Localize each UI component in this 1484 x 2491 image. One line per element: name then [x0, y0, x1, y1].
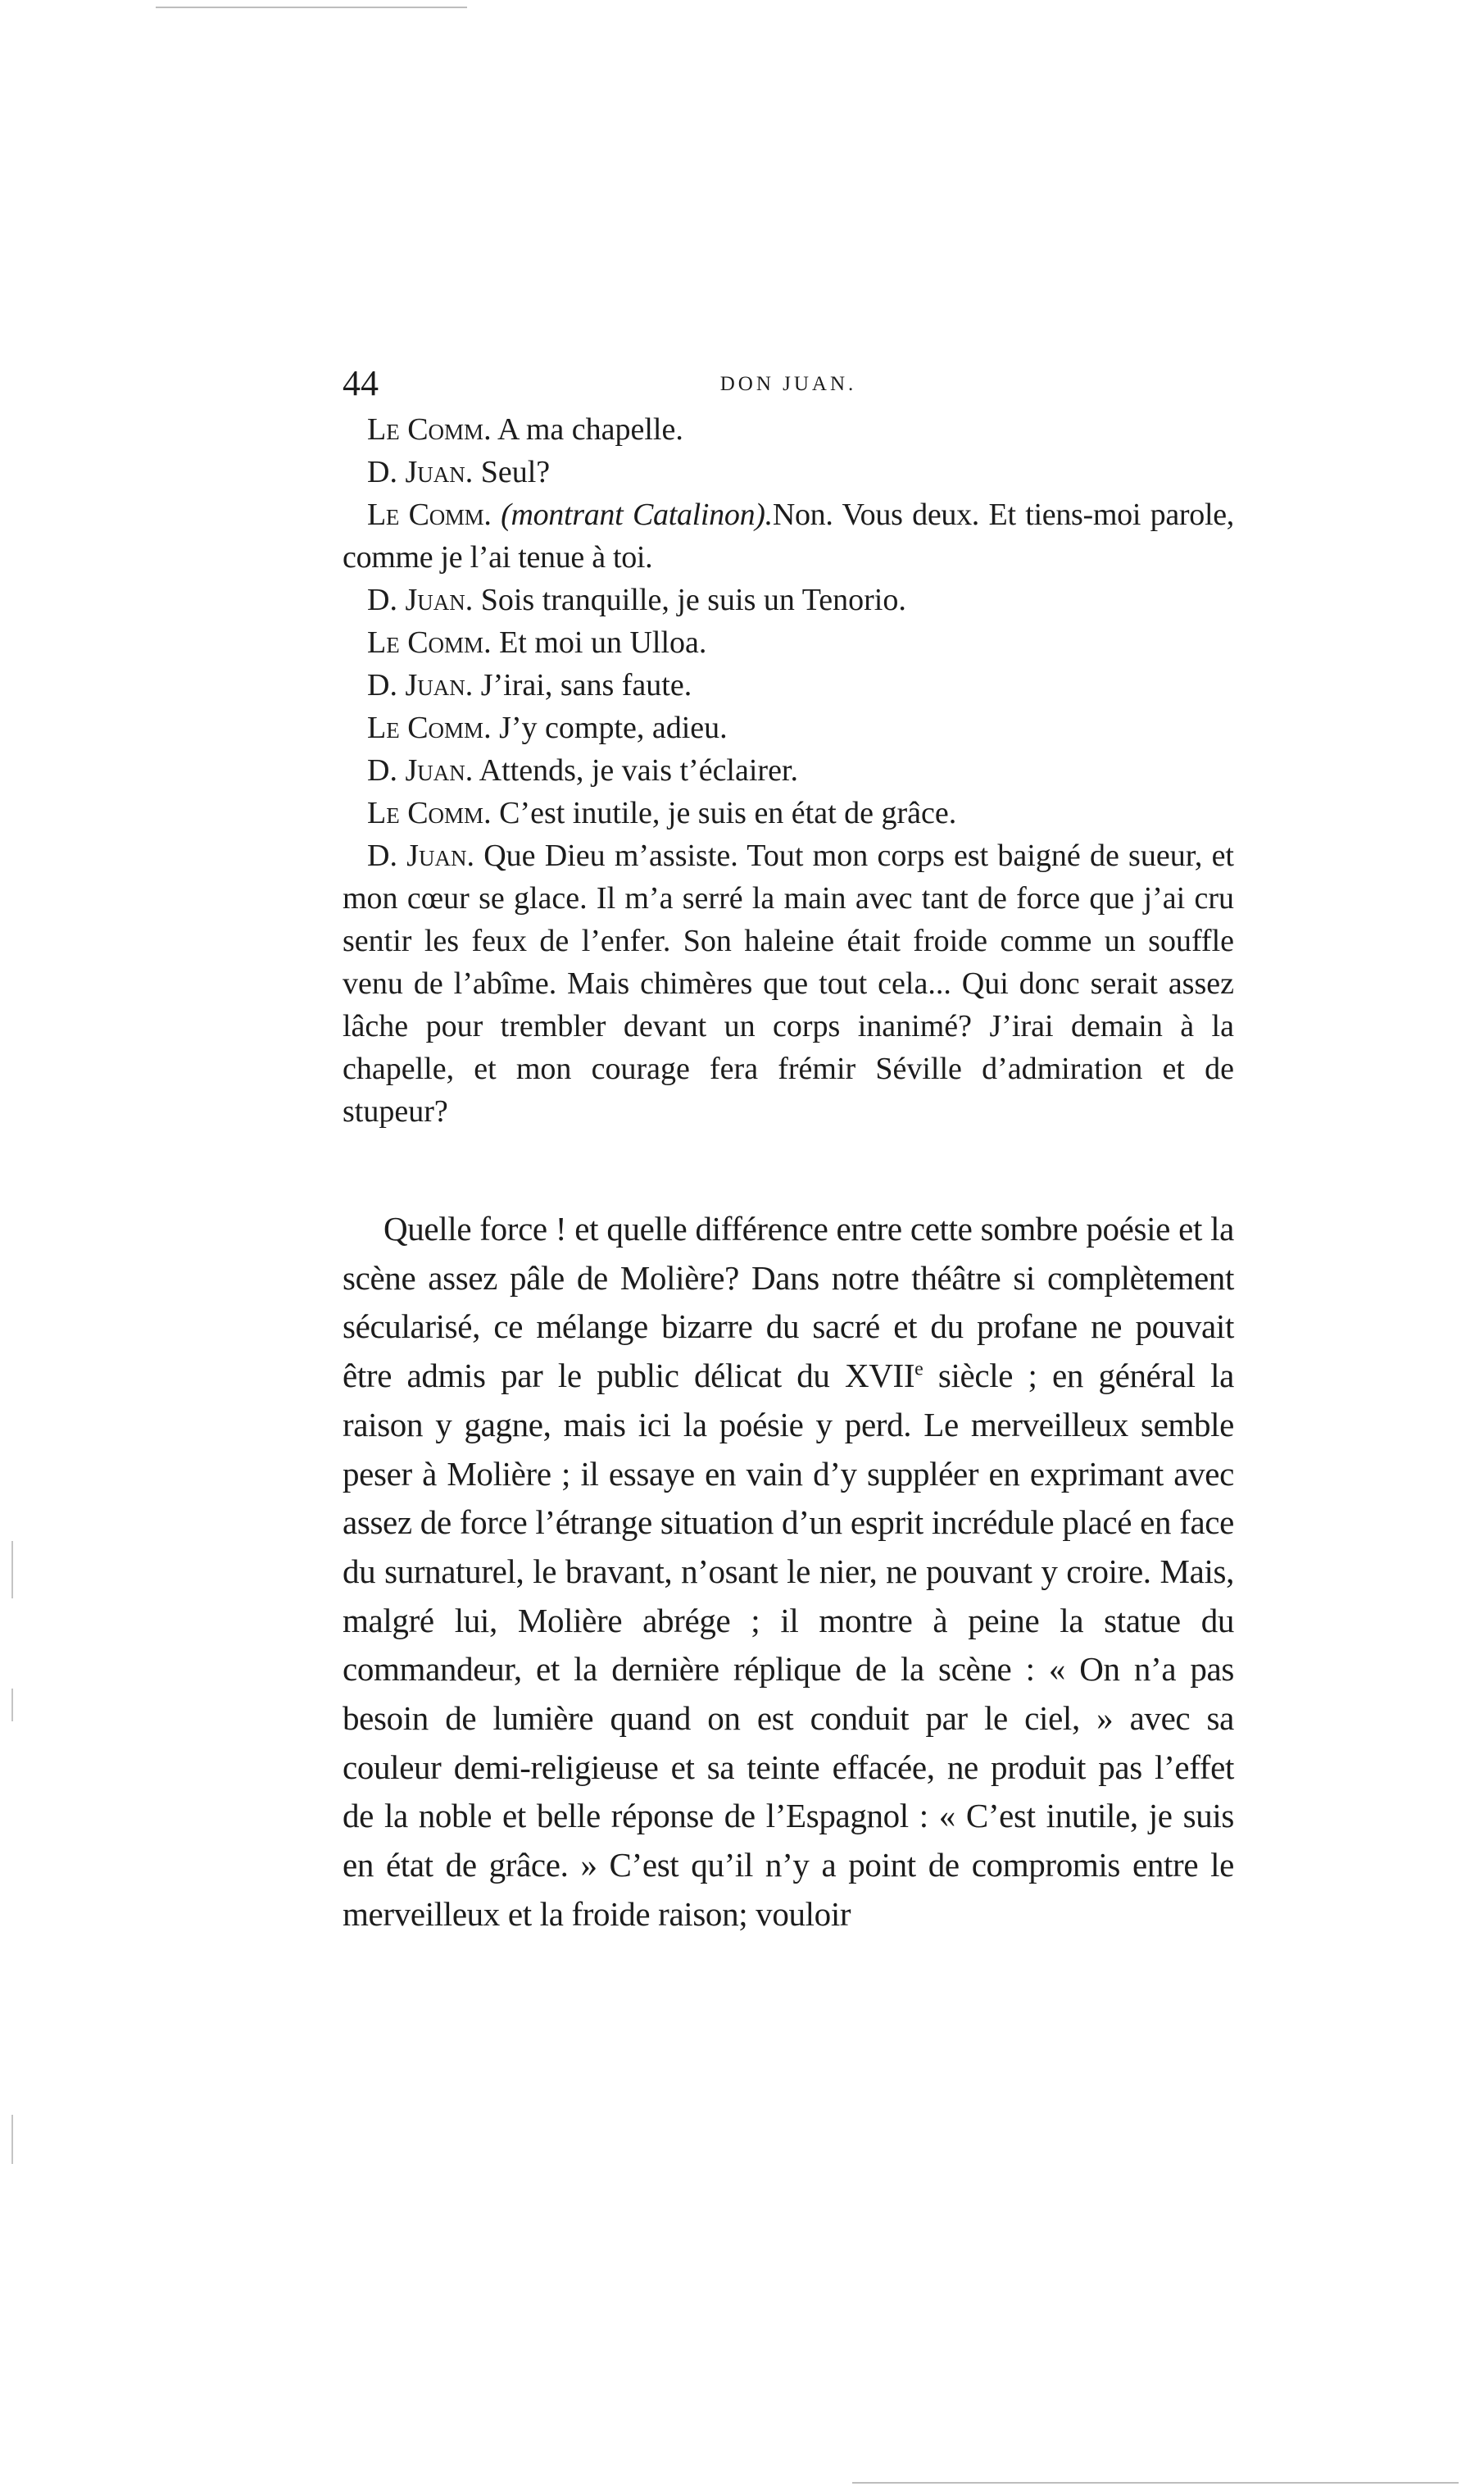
dialogue-line: [343, 408, 1234, 451]
dialogue-text: Sois tranquille, je suis un Tenorio.: [480, 583, 906, 617]
page-number: 44: [343, 363, 379, 403]
dialogue-line: [343, 792, 1234, 834]
commentary-text-part: siècle ; en général la raison y gagne, mais ici la poésie y perd. Le merveilleux semble peser à Molière ; il essaye en vain d’y suppléer en exprimant avec assez de force l’étrange situation d’un esprit incrédule placé en face du surnaturel, le bravant, n’osant le nier, ne pouvant y croire. Mais, malgré lui, Molière abrége ; il montre à peine la statue du commandeur, et la dernière réplique de la scène : « On n’a pas besoin de lumière quand on est conduit par le ciel, » avec sa couleur demi-religieuse et sa teinte effacée, ne produit pas l’effet de la noble et belle réponse de l’Espagnol : « C’est inutile, je suis en état de grâce. » C’est qu’il n’y a point de compromis entre le merveilleux et la froide raison; vouloir: [343, 1357, 1234, 1933]
speaker-name: Le Comm.: [367, 625, 492, 660]
dialogue-line: [343, 451, 1234, 493]
page-header: [343, 361, 1234, 407]
left-margin-mark: [11, 1541, 13, 1598]
commentary-text-part: Quelle force ! et quelle différence entre cette sombre poésie et la scène assez pâle de Molière? Dans notre théâtre si complètement sécularisé, ce mélange bizarre du sacré et du profane ne pouvait être admis par le public délicat du: [343, 1210, 1234, 1395]
dialogue-line: [343, 664, 1234, 707]
dialogue-line: [343, 834, 1234, 1133]
speaker-name: Le Comm.: [367, 412, 492, 447]
speaker-name: D. Juan.: [367, 583, 474, 617]
commentary-text: [343, 1205, 1234, 1939]
speaker-name: Le Comm.: [367, 498, 492, 532]
dialogue-text: Que Dieu m’assiste. Tout mon corps est baigné de sueur, et mon cœur se glace. Il m’a serré la main avec tant de force que j’ai cru sentir les feux de l’enfer. Son haleine était froide comme un souffle venu de l’abîme. Mais chimères que tout cela... Qui donc serait assez lâche pour trembler devant un corps inanimé? J’irai demain à la chapelle, et mon courage fera frémir Séville d’admiration et de stupeur?: [343, 839, 1234, 1129]
century-numeral: XVII: [845, 1357, 915, 1395]
dialogue-text: J’irai, sans faute.: [480, 668, 692, 702]
speaker-name: Le Comm.: [367, 711, 492, 745]
dialogue-line: [343, 707, 1234, 749]
dialogue-text: Seul?: [480, 455, 551, 489]
dialogue-block: [343, 408, 1234, 1133]
left-margin-mark: [11, 2115, 13, 2164]
commentary-paragraph: [343, 1205, 1234, 1939]
century-suffix: e: [914, 1358, 924, 1380]
dialogue-line: [343, 621, 1234, 664]
dialogue-text: Attends, je vais t’éclairer.: [479, 753, 798, 788]
dialogue-text: J’y compte, adieu.: [499, 711, 728, 745]
speaker-name: Le Comm.: [367, 796, 492, 830]
running-title: DON JUAN.: [719, 373, 857, 395]
dialogue-text: C’est inutile, je suis en état de grâce.: [499, 796, 957, 830]
dialogue-line: [343, 749, 1234, 792]
left-margin-mark: [11, 1689, 13, 1721]
dialogue-text: Non. Vous deux. Et tiens-moi parole, comme je l’ai tenue à toi.: [343, 498, 1235, 575]
dialogue-line: [343, 579, 1234, 621]
top-trim-line: [156, 7, 467, 8]
stage-direction: (montrant Catalinon).: [501, 498, 773, 532]
bottom-trim-line: [852, 2482, 1459, 2484]
speaker-name: D. Juan.: [367, 455, 474, 489]
speaker-name: D. Juan.: [367, 753, 474, 788]
speaker-name: D. Juan.: [367, 839, 474, 873]
dialogue-text: A ma chapelle.: [497, 412, 683, 447]
dialogue-text: Et moi un Ulloa.: [499, 625, 707, 660]
speaker-name: D. Juan.: [367, 668, 474, 702]
dialogue-line: [343, 493, 1234, 579]
